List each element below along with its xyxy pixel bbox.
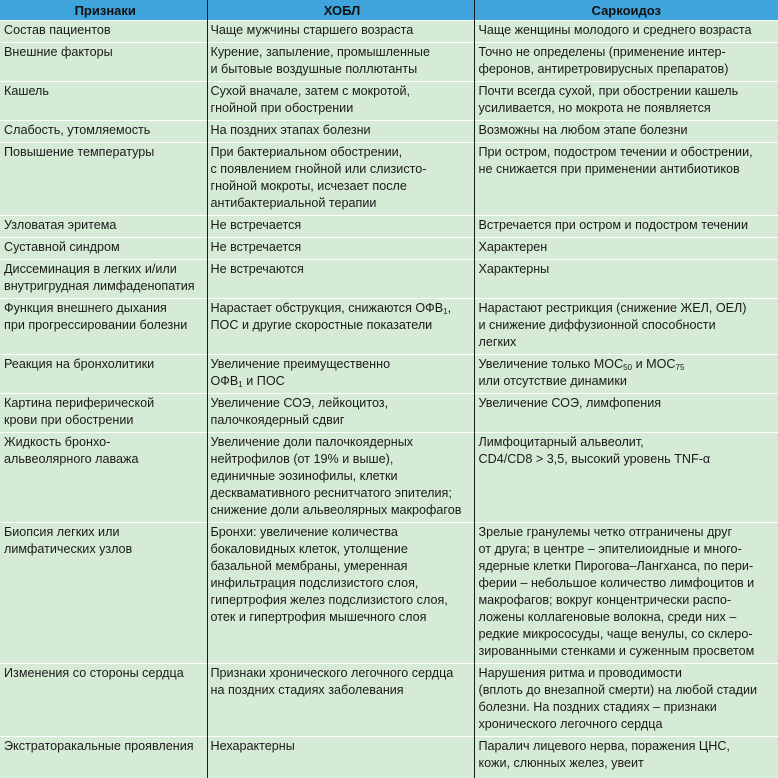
- table-row: [0, 82, 778, 121]
- cell-line: внутригрудная лимфаденопатия: [4, 279, 195, 293]
- sarcoidosis-cell: [474, 143, 778, 216]
- cell-line: редкие микрососуды, чаще венулы, со склеро-: [478, 627, 753, 641]
- copd-cell: [207, 43, 474, 82]
- table-row: [0, 216, 778, 238]
- cell-line: базальной мембраны, умеренная: [210, 559, 408, 573]
- cell-line: от друга; в центре – эпителиоидные и много-: [478, 542, 742, 556]
- sarcoidosis-cell: [474, 433, 778, 523]
- sarcoidosis-cell: [474, 299, 778, 355]
- cell-line: ядерные клетки Пирогова–Лангханса, по пери-: [478, 559, 754, 573]
- copd-cell: [207, 355, 474, 394]
- feature-cell: [0, 394, 207, 433]
- cell-line: Бронхи: увеличение количества: [210, 525, 398, 539]
- cell-line: антибактериальной терапии: [210, 196, 377, 210]
- cell-line: и снижение диффузионной способности: [478, 318, 716, 332]
- cell-line: нейтрофилов (от 19% и выше),: [210, 452, 394, 466]
- cell-line: макрофагов; вокруг концентрически распо-: [478, 593, 732, 607]
- feature-cell: [0, 433, 207, 523]
- cell-line: Характерен: [478, 240, 548, 254]
- sarcoidosis-cell: [474, 260, 778, 299]
- cell-line: зированными стенками и суженным просветом: [478, 644, 755, 658]
- sarcoidosis-cell: [474, 664, 778, 737]
- cell-line: Увеличение доли палочкоядерных: [210, 435, 414, 449]
- sarcoidosis-cell: [474, 394, 778, 433]
- table-body: [0, 21, 778, 778]
- cell-line: и бытовые воздушные поллютанты: [210, 62, 418, 76]
- cell-line: болезни. На поздних стадиях – признаки: [478, 700, 717, 714]
- cell-line: Встречается при остром и подостром течении: [478, 218, 749, 232]
- cell-line: Почти всегда сухой, при обострении кашель: [478, 84, 739, 98]
- cell-line: хронического легочного сердца: [478, 717, 663, 731]
- cell-line: ферии – небольшое количество лимфоцитов и: [478, 576, 755, 590]
- copd-cell: [207, 260, 474, 299]
- cell-line: Узловатая эритема: [4, 218, 117, 232]
- sarcoidosis-cell: [474, 82, 778, 121]
- cell-line: Экстраторакальные проявления: [4, 739, 194, 753]
- cell-line: легких: [478, 335, 517, 349]
- cell-line: Не встречаются: [210, 262, 304, 276]
- feature-cell: [0, 21, 207, 43]
- cell-line: отек и гипертрофия мышечного слоя: [210, 610, 427, 624]
- cell-line: (вплоть до внезапной смерти) на любой стадии: [478, 683, 758, 697]
- cell-line: На поздних этапах болезни: [210, 123, 371, 137]
- table-row: [0, 394, 778, 433]
- cell-line: Паралич лицевого нерва, поражения ЦНС,: [478, 739, 730, 753]
- cell-line: Суставной синдром: [4, 240, 120, 254]
- copd-cell: [207, 238, 474, 260]
- cell-line: инфильтрация подслизистого слоя,: [210, 576, 419, 590]
- table-row: [0, 143, 778, 216]
- table-row: [0, 21, 778, 43]
- cell-line: Нехарактерны: [210, 739, 295, 753]
- feature-cell: [0, 121, 207, 143]
- cell-line: Нарастает обструкция, снижаются $ОФВ_1$,: [210, 301, 452, 316]
- header-features: Признаки: [0, 0, 207, 21]
- feature-cell: [0, 299, 207, 355]
- cell-line: крови при обострении: [4, 413, 134, 427]
- feature-cell: [0, 260, 207, 299]
- copd-cell: [207, 433, 474, 523]
- table-header: [0, 0, 778, 21]
- cell-line: при прогрессировании болезни: [4, 318, 188, 332]
- feature-cell: [0, 664, 207, 737]
- feature-cell: [0, 355, 207, 394]
- cell-line: гнойной при обострении: [210, 101, 354, 115]
- cell-line: Биопсия легких или: [4, 525, 120, 539]
- table-row: [0, 433, 778, 523]
- copd-cell: [207, 664, 474, 737]
- cell-line: Лимфоцитарный альвеолит,: [478, 435, 644, 449]
- cell-line: альвеолярного лаважа: [4, 452, 139, 466]
- cell-line: Характерны: [478, 262, 550, 276]
- feature-cell: [0, 216, 207, 238]
- copd-cell: [207, 121, 474, 143]
- table-row: [0, 737, 778, 778]
- cell-line: бокаловидных клеток, утолщение: [210, 542, 408, 556]
- cell-line: Чаще мужчины старшего возраста: [210, 23, 414, 37]
- cell-line: десквамативного реснитчатого эпителия;: [210, 486, 452, 500]
- sarcoidosis-cell: [474, 737, 778, 778]
- cell-line: не снижается при применении антибиотиков: [478, 162, 740, 176]
- cell-line: $ОФВ_1$ и ПОС: [210, 374, 285, 389]
- table-row: [0, 299, 778, 355]
- cell-line: Кашель: [4, 84, 49, 98]
- cell-line: феронов, антиретровирусных препаратов): [478, 62, 729, 76]
- cell-line: Внешние факторы: [4, 45, 113, 59]
- cell-line: Сухой вначале, затем с мокротой,: [210, 84, 411, 98]
- table-row: [0, 238, 778, 260]
- header-row: [0, 0, 778, 21]
- cell-line: палочкоядерный сдвиг: [210, 413, 345, 427]
- table-row: [0, 121, 778, 143]
- sarcoidosis-cell: [474, 43, 778, 82]
- header-sarcoidosis: Саркоидоз: [474, 0, 778, 21]
- cell-line: Повышение температуры: [4, 145, 155, 159]
- cell-line: Чаще женщины молодого и среднего возраста: [478, 23, 752, 37]
- cell-line: Признаки хронического легочного сердца: [210, 666, 454, 680]
- cell-line: Изменения со стороны сердца: [4, 666, 184, 680]
- copd-cell: [207, 299, 474, 355]
- cell-line: на поздних стадиях заболевания: [210, 683, 404, 697]
- cell-line: Не встречается: [210, 240, 302, 254]
- table-row: [0, 260, 778, 299]
- table-row: [0, 43, 778, 82]
- sarcoidosis-cell: [474, 216, 778, 238]
- copd-cell: [207, 143, 474, 216]
- table-row: [0, 523, 778, 664]
- sarcoidosis-cell: [474, 355, 778, 394]
- cell-line: ложены коллагеновые волокна, среди них –: [478, 610, 737, 624]
- feature-cell: [0, 523, 207, 664]
- cell-line: ПОС и другие скоростные показатели: [210, 318, 433, 332]
- table-row: [0, 355, 778, 394]
- cell-line: или отсутствие динамики: [478, 374, 627, 388]
- cell-line: усиливается, но мокрота не появляется: [478, 101, 711, 115]
- cell-line: Увеличение СОЭ, лимфопения: [478, 396, 662, 410]
- cell-line: единичные эозинофилы, клетки: [210, 469, 398, 483]
- cell-line: Точно не определены (применение интер-: [478, 45, 726, 59]
- cell-line: лимфатических узлов: [4, 542, 133, 556]
- cell-line: снижение доли альвеолярных макрофагов: [210, 503, 462, 517]
- feature-cell: [0, 43, 207, 82]
- sarcoidosis-cell: [474, 121, 778, 143]
- cell-line: Функция внешнего дыхания: [4, 301, 167, 315]
- feature-cell: [0, 143, 207, 216]
- cell-line: При остром, подостром течении и обострении,: [478, 145, 753, 159]
- cell-line: Зрелые гранулемы четко отграничены друг: [478, 525, 733, 539]
- cell-line: Увеличение СОЭ, лейкоцитоз,: [210, 396, 389, 410]
- cell-line: гнойной мокроты, исчезает после: [210, 179, 407, 193]
- cell-line: Возможны на любом этапе болезни: [478, 123, 688, 137]
- copd-cell: [207, 394, 474, 433]
- cell-line: гипертрофия желез подслизистого слоя,: [210, 593, 448, 607]
- feature-cell: [0, 737, 207, 778]
- feature-cell: [0, 238, 207, 260]
- copd-cell: [207, 82, 474, 121]
- cell-line: Курение, запыление, промышленные: [210, 45, 430, 59]
- cell-line: Слабость, утомляемость: [4, 123, 151, 137]
- table-row: [0, 664, 778, 737]
- cell-line: Диссеминация в легких и/или: [4, 262, 177, 276]
- cell-line: Состав пациентов: [4, 23, 111, 37]
- copd-cell: [207, 21, 474, 43]
- cell-line: кожи, слюнных желез, увеит: [478, 756, 644, 770]
- cell-line: Реакция на бронхолитики: [4, 357, 155, 371]
- header-copd: ХОБЛ: [207, 0, 474, 21]
- feature-cell: [0, 82, 207, 121]
- cell-line: с появлением гнойной или слизисто-: [210, 162, 427, 176]
- sarcoidosis-cell: [474, 21, 778, 43]
- cell-line: Картина периферической: [4, 396, 155, 410]
- cell-line: Нарастают рестрикция (снижение ЖЕЛ, ОЕЛ): [478, 301, 747, 315]
- sarcoidosis-cell: [474, 238, 778, 260]
- cell-line: Жидкость бронхо-: [4, 435, 111, 449]
- cell-line: Нарушения ритма и проводимости: [478, 666, 682, 680]
- cell-line: Не встречается: [210, 218, 302, 232]
- copd-cell: [207, 523, 474, 664]
- cell-line: При бактериальном обострении,: [210, 145, 403, 159]
- copd-cell: [207, 737, 474, 778]
- copd-cell: [207, 216, 474, 238]
- cell-line: Увеличение преимущественно: [210, 357, 391, 371]
- cell-line: CD4/CD8 > 3,5, высокий уровень TNF-α: [478, 452, 711, 466]
- sarcoidosis-cell: [474, 523, 778, 664]
- cell-line: Увеличение только $МОС_{50}$ и $МОС_{75}$: [478, 357, 685, 372]
